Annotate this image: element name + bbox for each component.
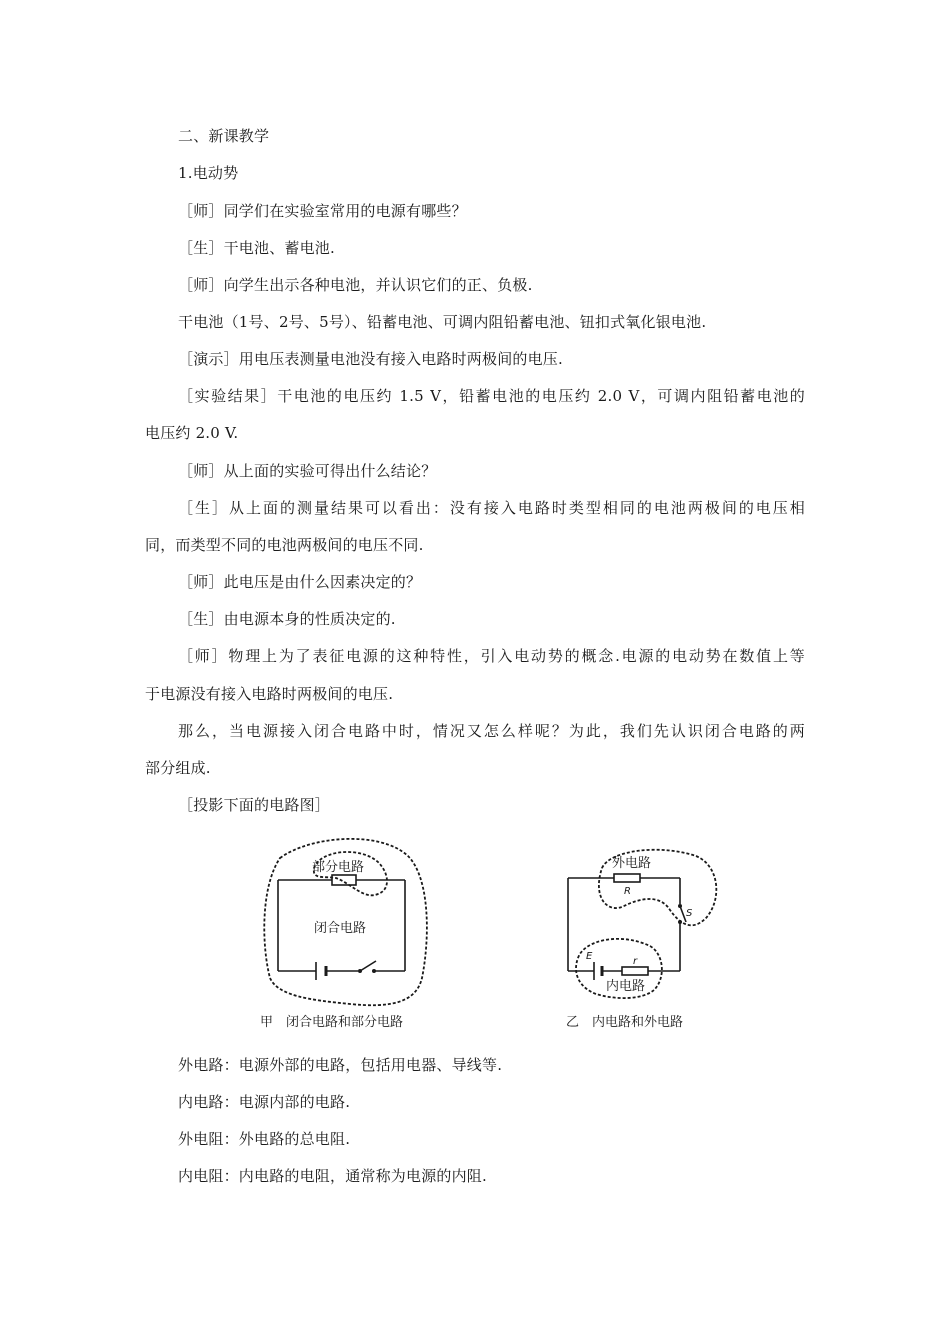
inner-outer-circuit-diagram: [566, 850, 716, 1030]
caption-figure-a: 甲 闭合电路和部分电路: [260, 1015, 404, 1030]
resistor-symbol: [332, 875, 356, 885]
paragraph-result-line1: ［实验结果］干电池的电压约 1.5 V，铅蓄电池的电压约 2.0 V，可调内阻铅蓄电池的: [178, 387, 805, 405]
label-E: E: [586, 951, 593, 962]
label-R: R: [624, 886, 631, 897]
definition-outer-circuit: 外电路：电源外部的电路，包括用电器、导线等.: [178, 1056, 503, 1074]
paragraph-result-line2: 电压约 2.0 V.: [145, 424, 239, 442]
paragraph-battery-types: 干电池（1号、2号、5号）、铅蓄电池、可调内阻铅蓄电池、钮扣式氧化银电池.: [178, 313, 707, 331]
circuit-diagram-svg: [240, 828, 740, 1038]
label-partial-circuit: 部分电路: [312, 860, 365, 875]
circuit-figure: [240, 828, 740, 1038]
paragraph-student-answer: ［生］干电池、蓄电池.: [178, 239, 335, 257]
paragraph-emf-line1: ［师］物理上为了表征电源的这种特性，引入电动势的概念.电源的电动势在数值上等: [178, 647, 805, 665]
label-S: S: [686, 908, 693, 919]
resistor-R-symbol: [614, 874, 640, 882]
paragraph-student-factor: ［生］由电源本身的性质决定的.: [178, 610, 396, 628]
section-heading: 二、新课教学: [178, 127, 270, 145]
definition-inner-circuit: 内电路：电源内部的电路.: [178, 1093, 351, 1111]
switch-contact: [372, 969, 376, 973]
subsection-heading: 1.电动势: [178, 164, 239, 182]
paragraph-teacher-conclusion: ［师］从上面的实验可得出什么结论？: [178, 462, 437, 480]
paragraph-demo: ［演示］用电压表测量电池没有接入电路时两极间的电压.: [178, 350, 563, 368]
paragraph-closed-circuit-line1: 那么，当电源接入闭合电路中时，情况又怎么样呢？为此，我们先认识闭合电路的两: [178, 722, 805, 740]
label-outer-circuit: 外电路: [612, 856, 652, 871]
paragraph-teacher-show: ［师］向学生出示各种电池，并认识它们的正、负极.: [178, 276, 533, 294]
label-inner-circuit: 内电路: [606, 979, 646, 994]
closed-circuit-diagram: [260, 839, 427, 1030]
paragraph-student-observe-line2: 同，而类型不同的电池两极间的电压不同.: [145, 536, 424, 554]
paragraph-emf-line2: 于电源没有接入电路时两极间的电压.: [145, 685, 394, 703]
paragraph-closed-circuit-line2: 部分组成.: [145, 759, 211, 777]
definition-outer-resistance: 外电阻：外电路的总电阻.: [178, 1130, 351, 1148]
paragraph-student-observe-line1: ［生］从上面的测量结果可以看出：没有接入电路时类型相同的电池两极间的电压相: [178, 499, 805, 517]
label-r: r: [633, 956, 638, 967]
paragraph-projection: ［投影下面的电路图］: [178, 796, 331, 814]
resistor-r-symbol: [622, 967, 648, 975]
label-closed-circuit: 闭合电路: [314, 921, 367, 936]
paragraph-teacher-factor: ［师］此电压是由什么因素决定的？: [178, 573, 422, 591]
definition-inner-resistance: 内电阻：内电路的电阻，通常称为电源的内阻.: [178, 1167, 487, 1185]
caption-figure-b: 乙 内电路和外电路: [566, 1015, 684, 1030]
paragraph-teacher-question: ［师］同学们在实验室常用的电源有哪些？: [178, 202, 467, 220]
